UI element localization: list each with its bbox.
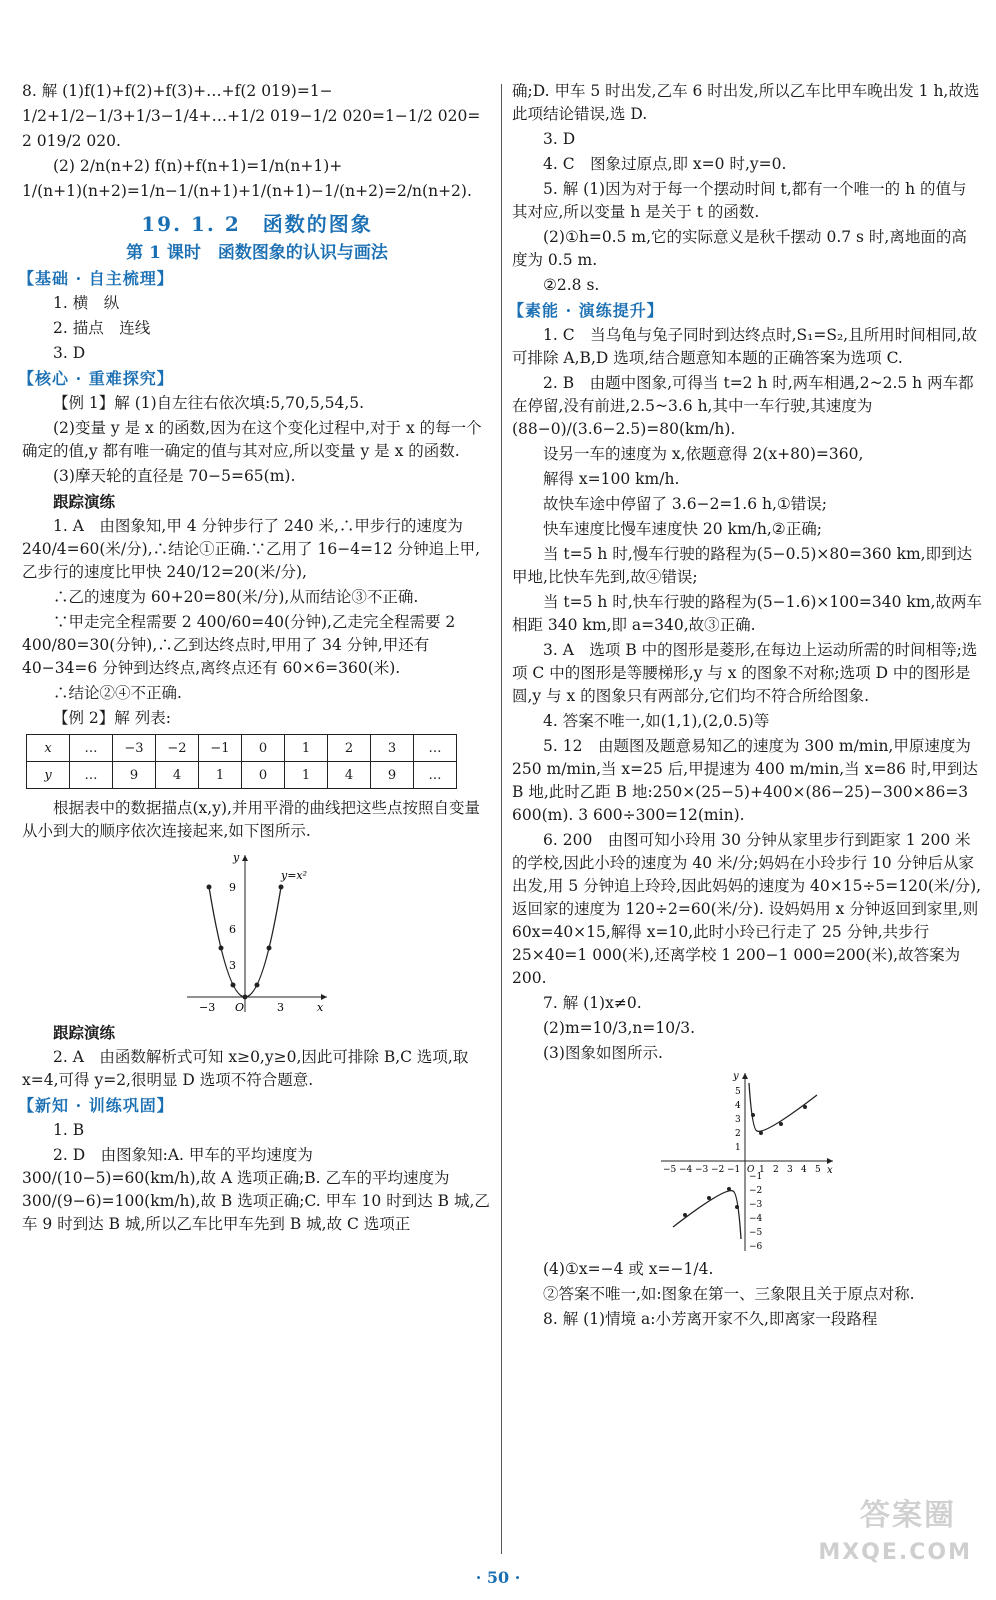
table-cell: 4 [328,762,371,789]
table-cell: 2 [328,735,371,762]
example1-3: (3)摩天轮的直径是 70−5=65(m). [53,467,296,485]
track1-2: ∴乙的速度为 60+20=80(米/分),从而结论③不正确. [53,588,419,606]
skill-7b: (2)m=10/3,n=10/3. [543,1019,696,1037]
skill-6: 6. 200 由图可知小玲用 30 分钟从家里步行到距家 1 200 米的学校,因此小玲的速度为 40 米/分;妈妈在小玲步行 10 分钟后从家出发,用 5 分钟追上玲玲,因此妈妈的速度为 40×15÷5=120(米/分),返回家的速度为 120÷2=60(米/分). 设妈妈用 x 分钟返回到家里,则 60x=40×15,解得 x=10,此时小玲已行走了 25 分钟,共步行 25×40=1 000(米),还离学校 1 200−1 000=200(米),故答案为 200. [512,831,982,987]
right-5: (2)①h=0.5 m,它的实际意义是秋千摆动 0.7 s 时,离地面的高度为 0.5 m. [512,228,967,269]
table-cell: 4 [156,762,199,789]
point [243,995,248,1000]
right-6: ②2.8 s. [543,276,600,294]
tick-label: O [235,1001,245,1014]
value-table [26,734,457,789]
column-divider [501,84,502,1554]
bar-skill: 【素能 · 演练提升】 [508,301,664,320]
basic-2: 2. 描点 连线 [53,319,151,337]
example1-2: (2)变量 y 是 x 的函数,因为在这个变化过程中,对于 x 的每一个确定的值,y 都有唯一确定的值与其对应,所以变量 y 是 x 的函数. [22,419,482,460]
section-title: 19. 1. 2 函数的图象 [141,212,373,236]
track1-1: 1. A 由图象知,甲 4 分钟步行了 240 米,∴甲步行的速度为 240/4=60(米/分),∴结论①正确.∵乙用了 16−4=12 分钟追上甲,乙步行的速度比甲快 240/12=20(米/分), [22,517,481,581]
tick-label: −4 [679,1165,693,1175]
tick-label: −1 [749,1172,763,1182]
left-column [18,80,492,1238]
new-1: 1. B [53,1121,85,1139]
table-cell: … [70,762,113,789]
y-axis-arrow [242,855,248,861]
point [735,1205,739,1209]
axis-label: x [827,1165,833,1176]
track2: 2. A 由函数解析式可知 x≥0,y≥0,因此可排除 B,C 选项,取 x=4,可得 y=2,很明显 D 选项不符合题意. [22,1048,469,1089]
bar-basic: 【基础 · 自主梳理】 [18,269,174,288]
right-1: 确;D. 甲车 5 时出发,乙车 6 时出发,所以乙车比甲车晚出发 1 h,故选此项结论错误,选 D. [512,82,980,123]
new-2: 2. D 由图象知:A. 甲车的平均速度为 300/(10−5)=60(km/h),故 A 选项正确;B. 乙车的平均速度为 300/(9−6)=100(km/h),故 B 选项正确;C. 甲车 10 时到达 B 城,乙车 9 时到达 B 城,所以乙车比甲车先到 B 城,故 C 选项正 [22,1146,490,1233]
skill-4: 4. 答案不唯一,如(1,1),(2,0.5)等 [543,712,770,730]
tick-label: 2 [773,1165,779,1175]
axis-label: y [733,1071,739,1082]
table-row-y [27,762,457,789]
track-title-2: 跟踪演练 [53,1023,116,1042]
example2-text: 根据表中的数据描点(x,y),并用平滑的曲线把这些点按照自变量从小到大的顺序依次连接起来,如下图所示. [22,799,480,840]
axis-label: x [317,1001,324,1014]
tick-label: −3 [695,1165,709,1175]
skill-2c: 解得 x=100 km/h. [543,470,680,488]
point [727,1187,731,1191]
table-cell: 1 [199,762,242,789]
skill-7a: 7. 解 (1)x≠0. [543,994,642,1012]
bar-new: 【新知 · 训练巩固】 [18,1096,174,1115]
right-column [508,80,982,1333]
skill-1: 1. C 当乌龟与兔子同时到达终点时,S₁=S₂,且所用时间相同,故可排除 A,B,D 选项,结合题意知本题的正确答案为选项 C. [512,326,978,367]
skill-8: 8. 解 (1)情境 a:小芳离开家不久,即离家一段路程 [543,1310,878,1328]
right-2: 3. D [543,130,576,148]
table-cell: −2 [156,735,199,762]
bar-core: 【核心 · 重难探究】 [18,369,174,388]
track-title: 跟踪演练 [53,492,116,511]
point [759,1131,763,1135]
tick-label: 5 [815,1165,821,1175]
tick-label: −5 [663,1165,677,1175]
q8-line2: 1/2+1/2−1/3+1/3−1/4+…+1/2 019−1/2 020=1−1/2 020= [22,107,481,125]
point [219,946,224,951]
tick-label: −3 [749,1200,763,1210]
point [707,1196,711,1200]
table-cell: 1 [285,735,328,762]
point [779,1122,783,1126]
tick-label: 3 [787,1165,793,1175]
basic-1: 1. 横 纵 [53,294,120,312]
track1-3: ∵甲走完全程需要 2 400/60=40(分钟),乙走完全程需要 2 400/80=30(分钟),∴乙到达终点时,甲用了 34 分钟,甲还有 40−34=6 分钟到达终点,离终点还有 60×6=360(米). [22,613,456,677]
hyperbola-graph [657,1069,837,1254]
skill-7e: ②答案不唯一,如:图象在第一、三象限且关于原点对称. [543,1285,915,1303]
tick-label: 2 [735,1129,741,1139]
skill-2g: 当 t=5 h 时,快车行驶的路程为(5−1.6)×100=340 km,故两车相距 340 km,即 a=340,故③正确. [512,593,982,634]
table-cell: 0 [242,735,285,762]
basic-3: 3. D [53,344,86,362]
x-axis-arrow [321,994,327,1000]
tick-label: 3 [735,1115,741,1125]
point [231,983,236,988]
tick-label: 4 [735,1101,741,1111]
table-cell: 0 [242,762,285,789]
tick-label: 5 [735,1087,741,1097]
tick-label: 3 [229,959,236,972]
tick-label: 1 [735,1143,741,1153]
skill-2: 2. B 由题中图象,可得当 t=2 h 时,两车相遇,2~2.5 h 两车都在停留,没有前进,2.5~3.6 h,其中一车行驶,其速度为 (88−0)/(3.6−2.5)=80(km/h). [512,374,974,438]
tick-label: −1 [727,1165,741,1175]
tick-label: 1 [759,1165,765,1175]
table-cell: … [414,762,457,789]
example2-head: 【例 2】解 列表: [53,709,171,727]
track1-4: ∴结论②④不正确. [53,684,182,702]
point [279,885,284,890]
parabola-graph [177,847,337,1017]
table-cell: x [27,735,70,762]
skill-2b: 设另一车的速度为 x,依题意得 2(x+80)=360, [543,445,864,463]
tick-label: 6 [229,923,236,936]
tick-label: −4 [749,1214,763,1224]
table-cell: … [414,735,457,762]
point [207,885,212,890]
lesson-title: 第 1 课时 函数图象的认识与画法 [126,243,388,263]
skill-7c: (3)图象如图所示. [543,1044,663,1062]
example1-1: 【例 1】解 (1)自左往右依次填:5,70,5,54,5. [53,394,365,412]
table-row-x [27,735,457,762]
tick-label: −5 [749,1228,763,1238]
point [803,1105,807,1109]
skill-2f: 当 t=5 h 时,慢车行驶的路程为(5−0.5)×80=360 km,即到达甲地,比快车先到,故④错误; [512,545,973,586]
tick-label: −2 [711,1165,725,1175]
skill-2d: 故快车途中停留了 3.6−2=1.6 h,①错误; [543,495,828,513]
curve-label: y=x² [281,869,308,882]
tick-label: −6 [749,1242,763,1252]
table-cell: 9 [113,762,156,789]
q8-line4: (2) 2/n(n+2) f(n)+f(n+1)=1/n(n+1)+ [53,157,343,175]
point [255,983,260,988]
axis-label: y [233,851,240,864]
tick-label: 3 [277,1001,284,1014]
tick-label: 4 [801,1165,807,1175]
table-cell: −3 [113,735,156,762]
point [751,1113,755,1117]
point [683,1213,687,1217]
q8-line1: 8. 解 (1)f(1)+f(2)+f(3)+…+f(2 019)=1− [22,82,333,100]
table-cell: 3 [371,735,414,762]
page-number: · 50 · [475,1568,521,1587]
tick-label: −3 [199,1001,216,1014]
y-axis-arrow [742,1073,748,1079]
skill-3: 3. A 选项 B 中的图形是菱形,在每边上运动所需的时间相等;选项 C 中的图形是等腰梯形,y 与 x 的图象不对称;选项 D 中的图形是圆,y 与 x 的图象只有两部分,它们均不符合所给图象. [512,641,978,705]
table-cell: 1 [285,762,328,789]
tick-label: 9 [229,881,236,894]
table-cell: y [27,762,70,789]
table-cell: … [70,735,113,762]
skill-7d: (4)①x=−4 或 x=−1/4. [543,1260,714,1278]
table-cell: 9 [371,762,414,789]
table-cell: −1 [199,735,242,762]
q8-line5: 1/(n+1)(n+2)=1/n−1/(n+1)+1/(n+1)−1/(n+2)=2/n(n+2). [22,182,472,200]
point [267,946,272,951]
tick-label: O [747,1165,755,1175]
right-3: 4. C 图象过原点,即 x=0 时,y=0. [543,155,787,173]
q8-line3: 2 019/2 020. [22,132,121,150]
watermark-logo: 答案圈 [860,1498,956,1533]
skill-2e: 快车速度比慢车速度快 20 km/h,②正确; [543,520,822,538]
skill-5: 5. 12 由题图及题意易知乙的速度为 300 m/min,甲原速度为 250 m/min,当 x=25 后,甲提速为 400 m/min,当 x=86 时,甲到达 B 地,此时乙距 B 地:250×(25−5)+400×(86−25)−300×86=3 600(m). 3 600÷300=12(min). [512,737,978,824]
right-4: 5. 解 (1)因为对于每一个摆动时间 t,都有一个唯一的 h 的值与其对应,所以变量 h 是关于 t 的函数. [512,180,967,221]
x-axis-arrow [827,1158,833,1164]
watermark-url: MXQE.COM [818,1540,972,1565]
tick-label: −2 [749,1186,763,1196]
